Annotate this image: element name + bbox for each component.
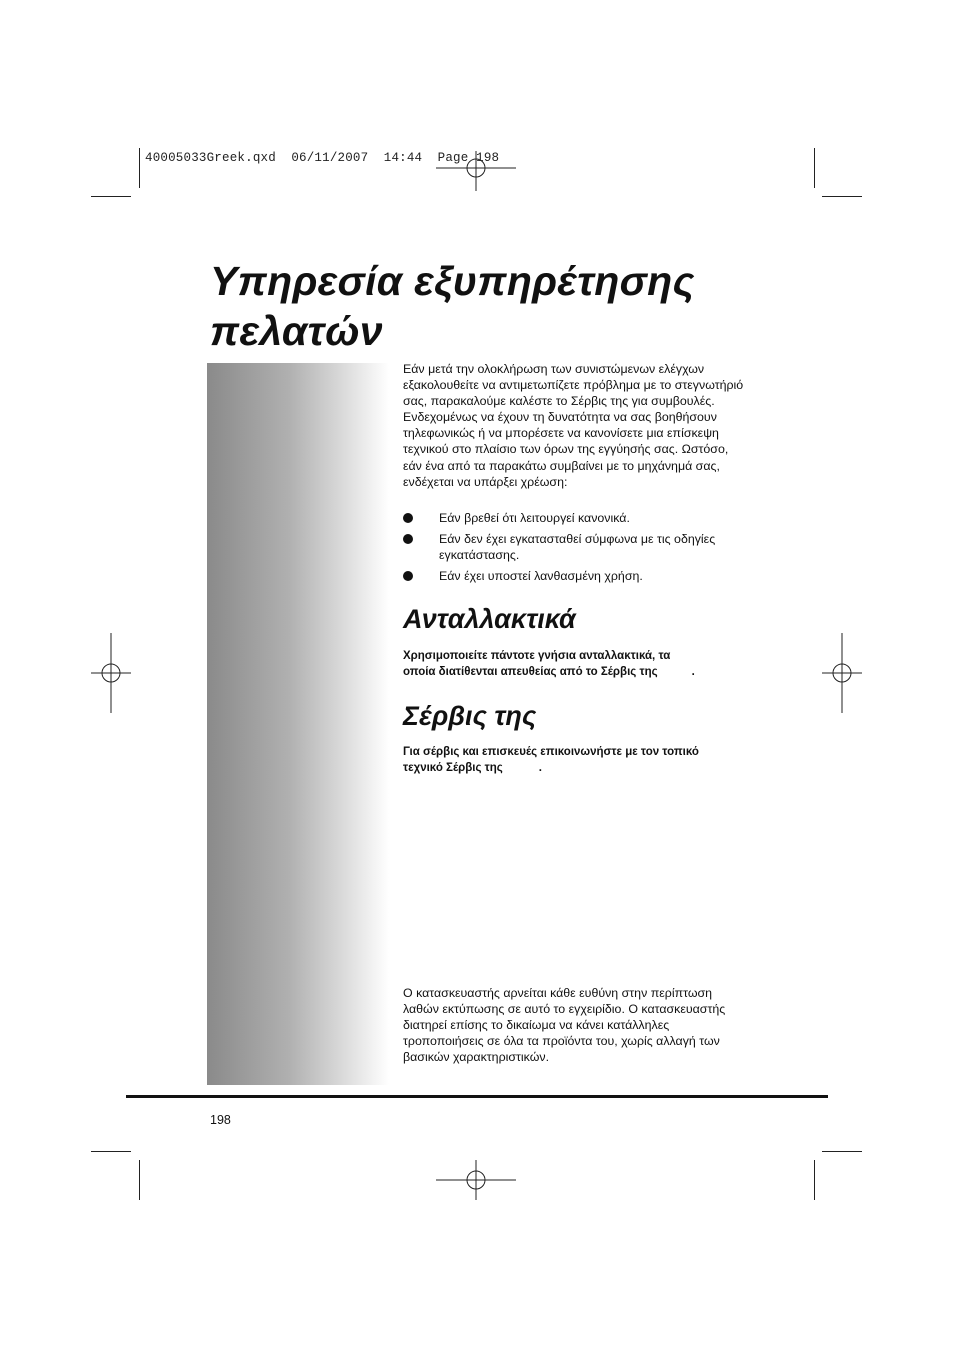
crop-mark-top-left-h: [91, 196, 131, 197]
crop-mark-top-right-h: [822, 196, 862, 197]
bullet-icon: [403, 513, 413, 523]
page-title-line-2: πελατών: [210, 308, 383, 354]
crop-mark-bottom-right-v: [814, 1160, 815, 1200]
service-text-line-1: Για σέρβις και επισκευές επικοινωνήστε με τον τοπικό: [403, 746, 699, 758]
crop-mark-top-right-v: [814, 148, 815, 188]
crop-mark-top-left-v: [139, 148, 140, 188]
page-title-line-1: Υπηρεσία εξυπηρέτησης: [210, 258, 695, 304]
spares-text-line-2: οποία διατίθενται απευθείας από το Σέρβις της: [403, 666, 658, 678]
crop-mark-bottom-left-v: [139, 1160, 140, 1200]
list-item: [403, 568, 748, 584]
bullet-icon: [403, 534, 413, 544]
list-item: [403, 531, 748, 563]
service-text-line-2: τεχνικό Σέρβις της: [403, 762, 503, 774]
service-section: [403, 744, 748, 776]
page-title: [210, 256, 695, 356]
registration-mark-right-icon: [822, 633, 862, 713]
spares-text-line-2-end: .: [691, 666, 695, 678]
service-heading: Σέρβις της: [403, 701, 537, 731]
list-item: [403, 510, 748, 526]
spares-section: [403, 648, 748, 680]
page-number: 198: [210, 1113, 231, 1127]
list-item-text: Εάν δεν έχει εγκατασταθεί σύμφωνα με τις οδηγίες εγκατάστασης.: [439, 532, 716, 563]
printer-slug: 40005033Greek.qxd 06/11/2007 14:44 Page 198: [145, 151, 500, 165]
service-text: [403, 744, 748, 776]
spares-heading: Ανταλλακτικά: [403, 604, 576, 634]
bullet-icon: [403, 571, 413, 581]
registration-mark-top-icon: [436, 151, 516, 191]
service-text-line-2-end: .: [538, 762, 542, 774]
gradient-sidebar: [207, 363, 389, 1085]
conditions-list: [403, 510, 748, 589]
registration-mark-left-icon: [91, 633, 131, 713]
crop-mark-bottom-right-h: [822, 1151, 862, 1152]
disclaimer-paragraph: Ο κατασκευαστής αρνείται κάθε ευθύνη στην περίπτωση λαθών εκτύπωσης σε αυτό το εγχειρίδιο. Ο κατασκευαστής διατηρεί επίσης το δικαίωμα να κάνει κατάλληλες τροποποιήσεις σε όλα τα προϊόντα του, χωρίς αλλαγή των βασικών χαρακτηριστικών.: [403, 986, 726, 1065]
crop-mark-bottom-left-h: [91, 1151, 131, 1152]
list-item-text: Εάν βρεθεί ότι λειτουργεί κανονικά.: [439, 511, 630, 525]
spares-text-line-1: Χρησιμοποιείτε πάντοτε γνήσια ανταλλακτικά, τα: [403, 650, 671, 662]
list-item-text: Εάν έχει υποστεί λανθασμένη χρήση.: [439, 569, 643, 584]
spares-text: [403, 648, 748, 680]
intro-paragraph: Εάν μετά την ολοκλήρωση των συνιστώμενων ελέγχων εξακολουθείτε να αντιμετωπίζετε πρόβλημα με το στεγνωτήριό σας, παρακαλούμε καλέστε το Σέρβις της για συμβουλές. Ενδεχομένως να έχουν τη δυνατότητα να σας βοηθήσουν τηλεφωνικώς ή να μπορέσετε να κανονίσετε μια επίσκεψη τεχνικού στο πλαίσιο των όρων της εγγύησής σας. Ωστόσο, εάν ένα από τα παρακάτω συμβαίνει με το μηχάνημά σας, ενδέχεται να υπάρξει χρέωση:: [403, 362, 744, 489]
registration-mark-bottom-icon: [436, 1160, 516, 1200]
footer-rule: [126, 1095, 828, 1098]
